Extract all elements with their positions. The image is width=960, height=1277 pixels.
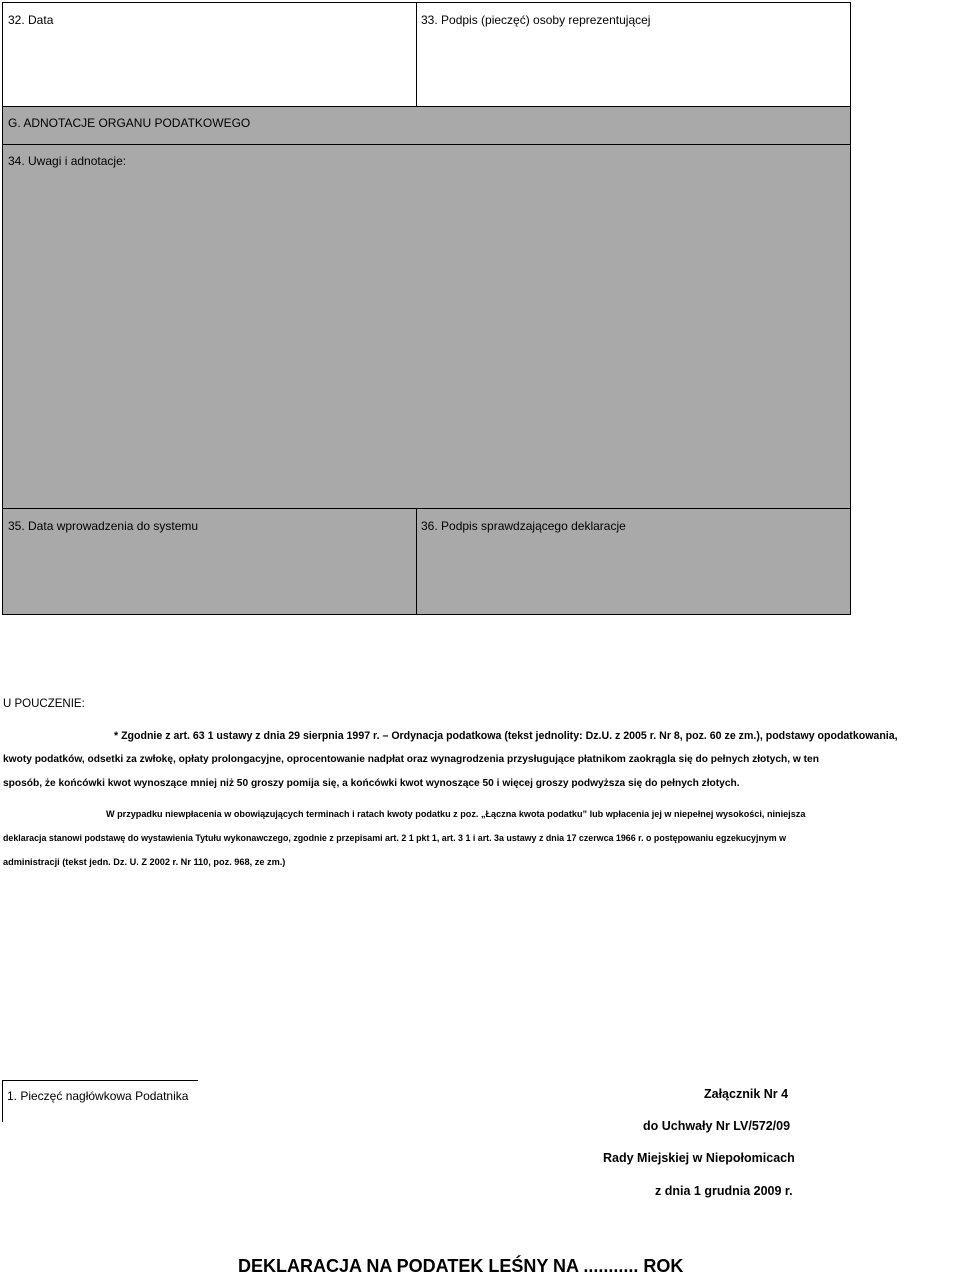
field-36-checker-signature-box[interactable] [416,508,851,615]
taxpayer-stamp-label: 1. Pieczęć nagłówkowa Podatnika [7,1089,189,1103]
attachment-number: Załącznik Nr 4 [704,1087,789,1101]
section-g-header-label: G. ADNOTACJE ORGANU PODATKOWEGO [8,116,251,130]
document-title: DEKLARACJA NA PODATEK LEŚNY NA ........... ROK [238,1256,684,1276]
resolution-date: z dnia 1 grudnia 2009 r. [655,1184,793,1198]
field-36-label: 36. Podpis sprawdzającego deklaracje [421,519,626,533]
section-g-header [2,106,851,145]
field-32-label: 32. Data [8,13,54,27]
instructions-line-1: * Zgodnie z art. 63 1 ustawy z dnia 29 sierpnia 1997 r. – Ordynacja podatkowa (tekst jednolity: Dz.U. z 2005 r. Nr 8, poz. 60 ze zm.), podstawy opodatkowania, [114,730,898,742]
instructions-line-4: W przypadku niewpłacenia w obowiązujących terminach i ratach kwoty podatku z poz. „Łączna kwota podatku” lub wpłacenia jej w niepełnej wysokości, niniejsza [106,809,806,819]
instructions-line-2: kwoty podatków, odsetki za zwłokę, opłaty prolongacyjne, oprocentowanie nadpłat oraz wynagrodzenia przysługujące płatnikom zaokrągla się do pełnych złotych, w ten [3,754,819,765]
field-34-remarks-box[interactable] [2,144,851,509]
council-name: Rady Miejskiej w Niepołomicach [603,1151,795,1165]
instructions-line-5: deklaracja stanowi podstawę do wystawienia Tytułu wykonawczego, zgodnie z przepisami art. 2 1 pkt 1, art. 3 1 i art. 3a ustawy z dnia 17 czerwca 1966 r. o postępowaniu egzekucyjnym w [3,833,787,843]
field-34-label: 34. Uwagi i adnotacje: [8,154,127,168]
instructions-heading: U POUCZENIE: [3,698,85,710]
taxpayer-stamp-box[interactable] [2,1080,198,1122]
instructions-line-6: administracji (tekst jedn. Dz. U. Z 2002 r. Nr 110, poz. 968, ze zm.) [3,857,286,867]
instructions-line-3: sposób, że końcówki kwot wynoszące mniej niż 50 groszy pomija się, a końcówki kwot wynoszące 50 i więcej groszy podwyższa się do pełnych złotych. [3,778,740,789]
field-33-label: 33. Podpis (pieczęć) osoby reprezentującej [421,13,651,27]
field-33-signature-box[interactable] [416,2,851,107]
resolution-number: do Uchwały Nr LV/572/09 [643,1119,791,1133]
field-35-entry-date-box[interactable] [2,508,417,615]
field-35-label: 35. Data wprowadzenia do systemu [8,519,199,533]
field-32-date-box[interactable] [2,2,417,107]
